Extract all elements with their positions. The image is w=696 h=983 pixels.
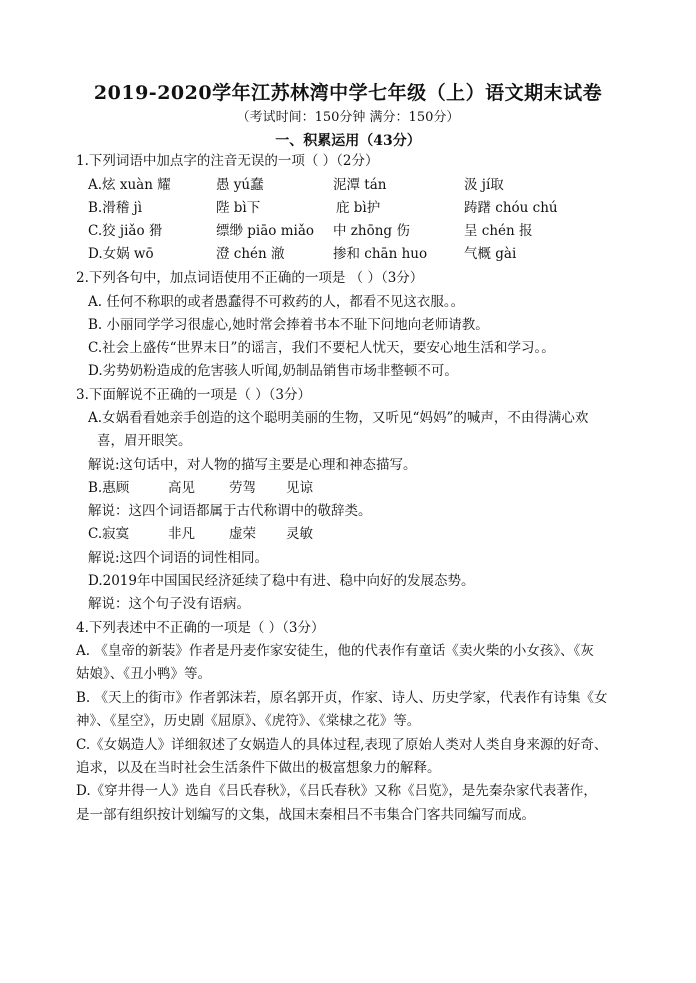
q3-option-a-cont: 喜，眉开眼笑。: [97, 433, 192, 449]
q3-explanation-c: 解说:这四个词语的词性相同。: [88, 550, 269, 566]
question-1-stem: 1.下列词语中加点字的注音无误的一项（ ）（2分）: [76, 153, 379, 169]
q4-option-a-cont: 姑娘》、《丑小鸭》等。: [76, 666, 211, 682]
q3-explanation-b: 解说：这四个词语都属于古代称谓中的敬辞类。: [88, 503, 372, 519]
q2-option-c: C.社会上盛传“世界末日”的谣言，我们不要杞人忧天，要安心地生活和学习。。: [88, 340, 555, 356]
q3-explanation-d: 解说：这个句子没有语病。: [88, 596, 250, 612]
q1-option-b: B.滑稽 jì: [88, 200, 143, 216]
q4-option-c: C.《女娲造人》详细叙述了女娲造人的具体过程,表现了原始人类对人类自身来源的好奇、: [76, 737, 608, 753]
section-heading: 一、积累运用（43分）: [275, 133, 421, 149]
q4-option-b-cont: 神》、《星空》，历史剧《屈原》、《虎符》、《棠棣之花》等。: [76, 713, 421, 729]
q4-option-d-cont: 是一部有组织按计划编写的文集，战国末秦相吕不韦集合门客共同编写而成。: [76, 807, 535, 823]
q1-option-a: A.炫 xuàn 耀: [88, 177, 171, 193]
q1-option-c-word3: 中 zhōng 伤: [333, 223, 410, 239]
q1-option-b-word4: 踌躇 chóu chú: [464, 200, 558, 216]
q3-option-d: D.2019年中国国民经济延续了稳中有进、稳中向好的发展态势。: [88, 573, 475, 589]
exam-title: 2019-2020学年江苏林湾中学七年级（上）语文期末试卷: [93, 82, 603, 104]
q3-option-a: A.女娲看看她亲手创造的这个聪明美丽的生物，又听见“妈妈”的喊声，不由得满心欢: [88, 410, 589, 426]
question-3-stem: 3.下面解说不正确的一项是（ ）（3分）: [76, 387, 312, 403]
q3-option-c: C.寂寞: [88, 526, 130, 542]
q1-option-c-word2: 缥缈 piāo miǎo: [216, 223, 315, 239]
q1-option-a-word2: 愚 yú蠢: [216, 177, 264, 193]
q1-option-d-word2: 澄 chén 澈: [216, 246, 285, 262]
q3-option-c-word4: 灵敏: [286, 526, 313, 542]
q1-option-a-word3: 泥潭 tán: [333, 177, 387, 193]
q1-option-b-word2: 陛 bì下: [216, 200, 261, 216]
question-2-stem: 2.下列各句中，加点词语使用不正确的一项是 （ ）（3分）: [76, 270, 424, 286]
q2-option-b: B. 小丽同学学习很虚心,她时常会捧着书本不耻下问地向老师请教。: [88, 317, 489, 333]
q2-option-a: A. 任何不称职的或者愚蠢得不可救药的人，都看不见这衣服。。: [88, 294, 465, 310]
q4-option-b: B. 《天上的街市》作者郭沫若，原名郭开贞，作家、诗人、历史学家，代表作有诗集《女: [76, 690, 608, 706]
q3-option-b-word3: 劳驾: [229, 480, 256, 496]
q3-option-c-word3: 虚荣: [229, 526, 256, 542]
q3-option-b: B.惠顾: [88, 480, 130, 496]
q1-option-d-word3: 掺和 chān huo: [333, 246, 428, 262]
q3-option-c-word2: 非凡: [168, 526, 195, 542]
q1-option-c-word4: 呈 chén 报: [464, 223, 533, 239]
exam-info: （考试时间：150分钟 满分：150分）: [236, 110, 460, 125]
q4-option-a: A. 《皇帝的新装》作者是丹麦作家安徒生，他的代表作有童话《卖火柴的小女孩》、《灰: [76, 643, 594, 659]
q2-option-d: D.劣势奶粉造成的危害骇人听闻,奶制品销售市场非整顿不可。: [88, 363, 458, 379]
q4-option-c-cont: 追求，以及在当时社会生活条件下做出的极富想象力的解释。: [76, 760, 441, 776]
q1-option-a-word4: 汲 jí取: [464, 177, 504, 193]
q1-option-b-word3: 庇 bì护: [336, 200, 381, 216]
q4-option-d: D.《穿井得一人》选自《吕氏春秋》，《吕氏春秋》又称《吕览》，是先秦杂家代表著作，: [76, 783, 597, 799]
q3-option-b-word4: 见谅: [286, 480, 313, 496]
q3-explanation-a: 解说:这句话中，对人物的描写主要是心理和神态描写。: [88, 457, 417, 473]
q1-option-d-word4: 气概 gài: [464, 246, 517, 262]
question-4-stem: 4.下列表述中不正确的一项是（ ）（3分）: [76, 620, 325, 636]
q1-option-c: C.狡 jiǎo 猾: [88, 223, 163, 239]
q3-option-b-word2: 高见: [168, 480, 195, 496]
q1-option-d: D.女娲 wō: [88, 246, 154, 262]
